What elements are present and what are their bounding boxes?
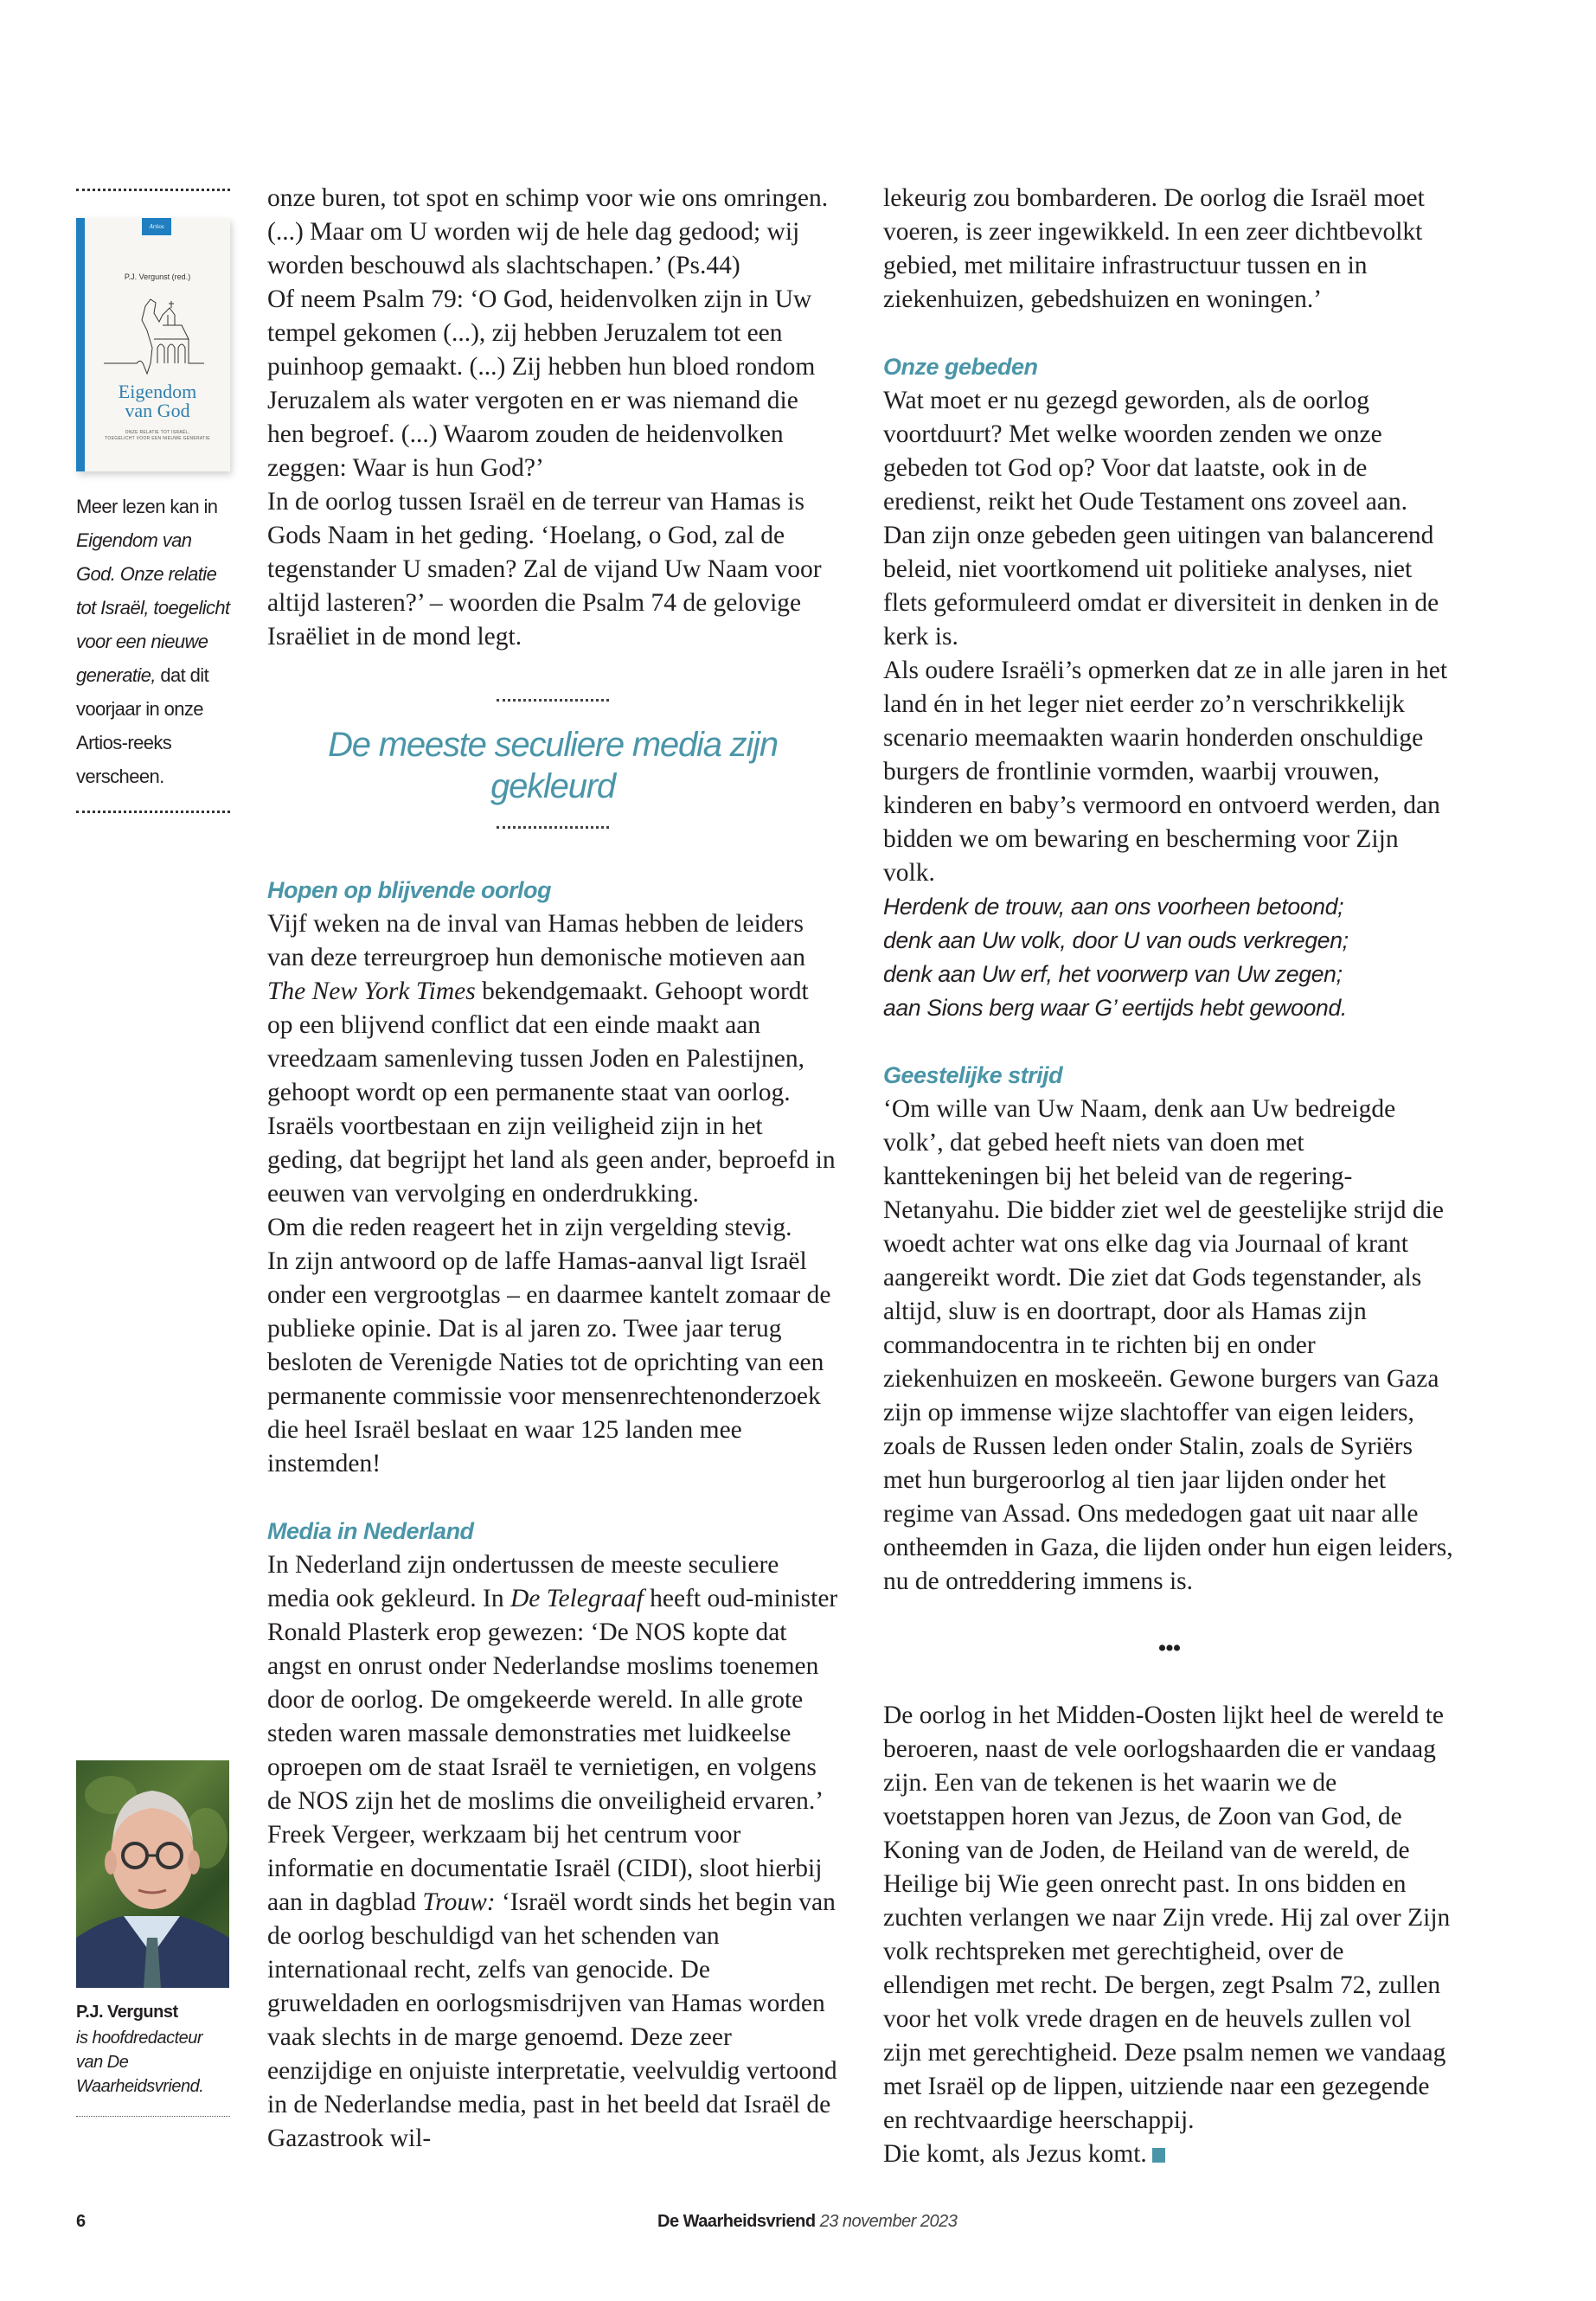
- pullquote-text: De meeste seculiere media zijn gekleurd: [328, 726, 778, 805]
- article-column-middle: [267, 182, 838, 2156]
- paragraph: Dan zijn onze gebeden geen uitingen van balancerend beleid, niet voortkomend uit politieke analyses, niet flets geformuleerd omdat er diversiteit in denken in de kerk is.: [883, 522, 1439, 651]
- verse-line: denk aan Uw erf, het voorwerp van Uw zegen;: [883, 961, 1343, 987]
- book-title-line: van God: [125, 400, 190, 421]
- paragraph: [267, 1818, 838, 2156]
- paragraph: onze buren, tot spot en schimp voor wie ons omringen. (...) Maar om U worden wij de hele dag gedood; wij worden beschouwd als slachtschapen.’ (Ps.44): [267, 184, 829, 279]
- verse-line: denk aan Uw volk, door U van ouds verkregen;: [883, 927, 1349, 953]
- section-heading: Hopen op blijvende oorlog: [267, 877, 551, 903]
- section-separator-dots: •••: [1157, 1634, 1180, 1663]
- book-spine: [76, 218, 85, 471]
- book-subtitle-line: TOEGELICHT VOOR EEN NIEUWE GENERATIE: [105, 436, 210, 441]
- paragraph: Of neem Psalm 79: ‘O God, heidenvolken zijn in Uw tempel gekomen (...), zij hebben Jeruzalem tot een puinhoop gemaakt. (...) Zij hebben hun bloed rondom Jeruzalem als water vergoten en er was niemand die hen begroef. (...) Waarom zouden de heidenvolken zeggen: Waar is hun God?’: [267, 285, 816, 482]
- note-book-title: Eigendom van God. Onze relatie tot Israël, toegelicht voor een nieuwe generatie,: [76, 529, 230, 686]
- book-subtitle-line: ONZE RELATIE TOT ISRAËL,: [125, 430, 190, 435]
- paragraph: ‘Om wille van Uw Naam, denk aan Uw bedreigde volk’, dat gebed heeft niets van doen met kanttekeningen bij het beleid van de regering-Netanyahu. Die bidder ziet wel de geestelijke strijd die woedt achter wat ons elke dag via Journaal of krant aangereikt wordt. Die ziet dat Gods tegenstander, als altijd, sluw is en doortrapt, door als Hamas zijn commandocentra in te richten bij en onder ziekenhuizen en moskeeën. Gewone burgers van Gaza zijn op immense wijze slachtoffer van eigen leiders, zoals de Russen leden onder Stalin, zoals de Syriërs met hun burgeroorlog al tien jaar lijden onder het regime van Assad. Ons mededogen gaat uit naar alle ontheemden in Gaza, die lijden onder hun eigen leiders, nu de ontreddering immens is.: [883, 1095, 1453, 1595]
- text-run: bekendgemaakt. Gehoopt wordt op een blijvend conflict dat een einde maakt aan vreedzaam samenleving tussen Joden en Palestijnen, gehoopt wordt op een permanente staat van oorlog. Israëls voortbestaan en zijn veiligheid zijn in het geding, dat begrijpt het land als geen ander, beproefd in eeuwen van vervolging en onderdrukking.: [267, 977, 836, 1208]
- verse-line: aan Sions berg waar G’ eertijds hebt gewoond.: [883, 995, 1347, 1021]
- paragraph: Wat moet er nu gezegd geworden, als de oorlog voortduurt? Met welke woorden zenden we onze gebeden tot God op? Voor dat laatste, ook in de eredienst, reikt het Oude Testament ons zoveel aan.: [883, 387, 1408, 516]
- section-heading: Media in Nederland: [267, 1518, 474, 1544]
- verse-line: Herdenk de trouw, aan ons voorheen betoond;: [883, 894, 1344, 920]
- church-map-line-drawing-icon: [102, 296, 206, 378]
- note-intro: Meer lezen kan in: [76, 496, 218, 517]
- text-run: ‘Israël wordt sinds het begin van de oorlog beschuldigd van het schenden van internationaal recht, zelfs van genocide. De gruweldaden en oorlogsmisdrijven van Hamas worden vaak slechts in de marge genoemd. Deze zeer eenzijdige en onjuiste interpretatie, veelvuldig vertoond in de Nederlandse media, past in het beeld dat Israël de Gazastrook wil-: [267, 1888, 837, 2152]
- publication-footer: [657, 2212, 957, 2232]
- divider-dotted: [76, 811, 230, 813]
- book-subtitle: [85, 430, 230, 442]
- issue-date: 23 november 2023: [819, 2212, 958, 2231]
- article-column-right: [883, 182, 1454, 2171]
- page-number: 6: [76, 2212, 87, 2231]
- section-heading: Onze gebeden: [883, 354, 1038, 380]
- paragraph: [267, 907, 838, 1211]
- paragraph: In zijn antwoord op de laffe Hamas-aanval ligt Israël onder een vergrootglas – en daarmee kantelt zomaar de publieke opinie. Dat is al jaren zo. Twee jaar terug besloten de Verenigde Naties tot de oprichting van een permanente commissie voor mensenrechtenonderzoek die heel Israël beslaat en waar 125 landen mee instemden!: [267, 1247, 831, 1477]
- pullquote-divider-top: [497, 699, 609, 702]
- text-run: heeft oud-minister Ronald Plasterk erop gewezen: ‘De NOS kopte dat angst en onrust onder Nederlandse moslims toenemen door de oorlog. De omgekeerde wereld. In alle grote steden waren massale demonstraties met luidkeelse oproepen om de staat Israël te vernietigen, en volgens de NOS zijn het de moslims die onveiligheid ervaren.’: [267, 1585, 838, 1815]
- text-run: Freek Vergeer, werkzaam bij het centrum voor informatie en documentatie Israël (CIDI), sloot hierbij aan in dagblad: [267, 1821, 823, 1916]
- note-outro: dat dit voorjaar in onze Artios-reeks verscheen.: [76, 664, 209, 787]
- publication-name: De Telegraaf: [510, 1585, 644, 1612]
- section-heading: Geestelijke strijd: [883, 1062, 1063, 1088]
- paragraph: De oorlog in het Midden-Oosten lijkt heel de wereld te beroeren, naast de vele oorlogshaarden die er vandaag zijn. Een van de tekenen is het waarin we de voetstappen horen van Jezus, de Zoon van God, de Koning van de Joden, de Heiland van de wereld, de Heilige bij Wie geen onrecht past. In ons bidden en zuchten verlangen we naar Zijn vrede. Hij zal over Zijn volk rechtspreken met gerechtigheid, over de ellendigen met recht. De bergen, zegt Psalm 72, zullen voor het volk vrede dragen en de heuvels zullen vol zijn met gerechtigheid. Deze psalm nemen we vandaag met Israël op de lippen, uitziende naar een gezegende en rechtvaardige heerschappij.: [883, 1702, 1451, 2134]
- paragraph: [883, 2138, 1454, 2171]
- book-title: [85, 382, 230, 420]
- paragraph: [267, 1548, 838, 1818]
- paragraph: lekeurig zou bombarderen. De oorlog die Israël moet voeren, is zeer ingewikkeld. In een zeer dichtbevolkt gebied, met militaire infrastructuur tussen en in ziekenhuizen, gebedshuizen en woningen.’: [883, 184, 1425, 313]
- text-run: Vijf weken na de inval van Hamas hebben de leiders van deze terreurgroep hun demonische motieven aan: [267, 910, 805, 971]
- author-portrait-icon: [76, 1760, 229, 1988]
- psalm-verse: [883, 890, 1454, 1025]
- end-of-article-mark-icon: [1152, 2148, 1165, 2163]
- book-cover-image: [76, 218, 230, 471]
- publication-name: Trouw:: [422, 1888, 496, 1916]
- book-recommendation-note: [76, 490, 232, 793]
- paragraph: In de oorlog tussen Israël en de terreur van Hamas is Gods Naam in het geding. ‘Hoelang, o God, zal de tegenstander U smaden? Zal de vijand Uw Naam voor altijd lasteren?’ – woorden die Psalm 74 de gelovige Israëliet in de mond legt.: [267, 488, 822, 651]
- closing-sentence: Die komt, als Jezus komt.: [883, 2140, 1147, 2168]
- author-role: is hoofdredacteur van De Waarheidsvriend.: [76, 2029, 204, 2096]
- author-photo: [76, 1760, 229, 1988]
- paragraph: Om die reden reageert het in zijn vergelding stevig.: [267, 1214, 792, 1241]
- book-author: P.J. Vergunst (red.): [124, 272, 191, 281]
- text-run: In Nederland zijn ondertussen de meeste seculiere media ook gekleurd. In: [267, 1551, 779, 1612]
- publication-name: The New York Times: [267, 977, 476, 1005]
- divider-dotted: [76, 2116, 230, 2117]
- paragraph: Als oudere Israëli’s opmerken dat ze in alle jaren in het land én in het leger niet eerder zo’n verschrikkelijk scenario meemaakten waarin honderden onschuldige burgers de frontlinie vormden, waarbij vrouwen, kinderen en baby’s vermoord en ontvoerd werden, dan bidden we om bewaring en bescherming voor Zijn volk.: [883, 657, 1448, 887]
- series-badge: Artios: [142, 218, 171, 235]
- book-title-line: Eigendom: [118, 381, 197, 402]
- pullquote: [267, 699, 838, 829]
- pullquote-divider-bottom: [497, 826, 609, 829]
- author-name: P.J. Vergunst: [76, 2003, 178, 2022]
- divider-dotted: [76, 189, 230, 191]
- publication-name: De Waarheidsvriend: [657, 2212, 816, 2231]
